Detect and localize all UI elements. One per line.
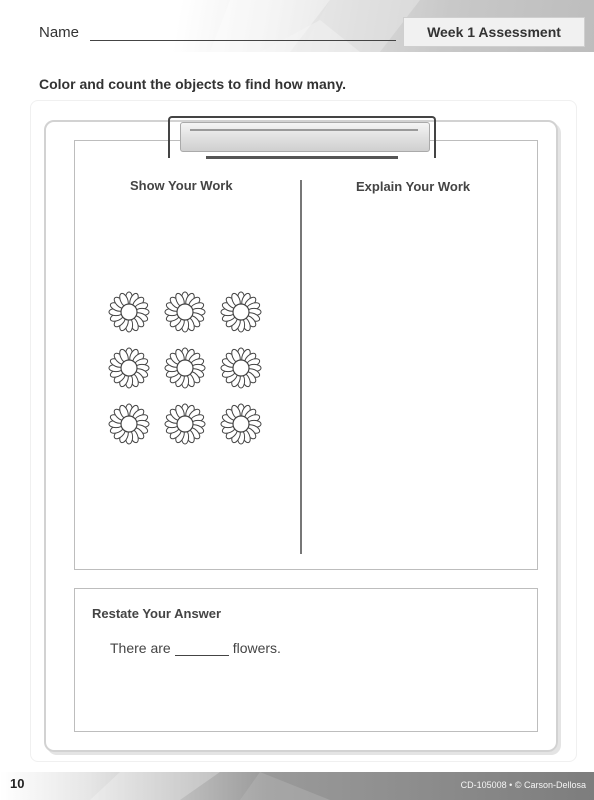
daisy-flower-icon — [221, 404, 261, 444]
page-number: 10 — [10, 776, 25, 791]
daisy-flower-icon — [165, 348, 205, 388]
daisy-flower-icon — [109, 404, 149, 444]
answer-sentence-start: There are — [110, 640, 171, 656]
daisy-flower-icon — [109, 292, 149, 332]
daisy-flower-icon — [109, 348, 149, 388]
daisy-flower-icon — [165, 404, 205, 444]
name-label: Name — [39, 24, 80, 41]
show-your-work-heading: Show Your Work — [130, 178, 233, 193]
daisy-flower-icon — [221, 292, 261, 332]
answer-blank[interactable] — [175, 641, 229, 656]
restate-answer-heading: Restate Your Answer — [92, 606, 222, 621]
credit-line: CD-105008 • © Carson-Dellosa — [460, 780, 586, 790]
assessment-tab: Week 1 Assessment — [403, 17, 585, 47]
answer-sentence-end: flowers. — [232, 640, 281, 656]
explain-your-work-heading: Explain Your Work — [356, 179, 471, 194]
daisy-flower-icon — [165, 292, 205, 332]
instructions: Color and count the objects to find how many. — [39, 76, 346, 92]
daisy-flower-icon — [221, 348, 261, 388]
answer-sentence — [110, 640, 281, 656]
